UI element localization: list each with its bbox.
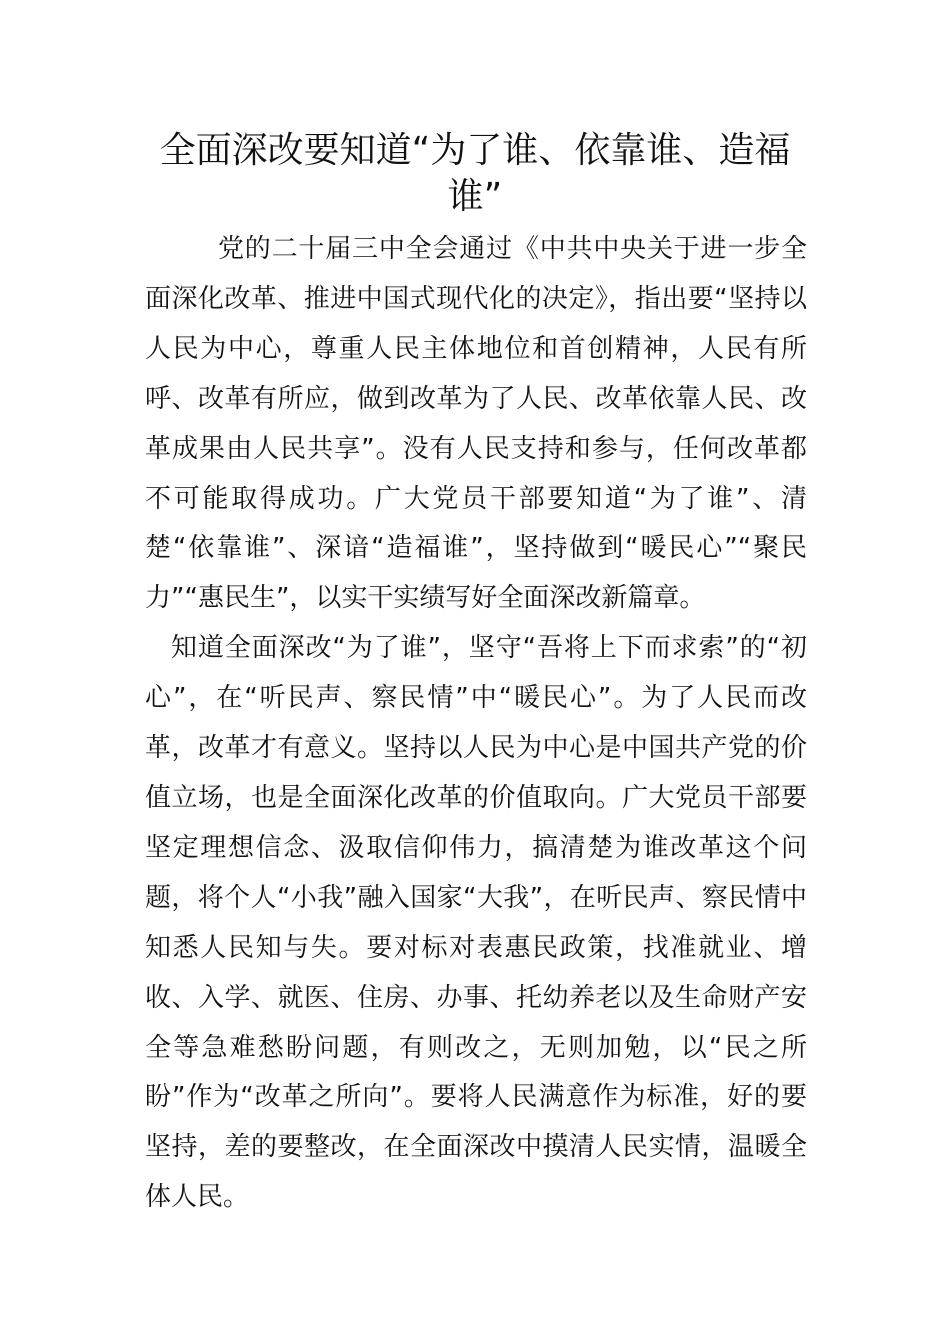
paragraph-2: 知道全面深改“为了谁”，坚守“吾将上下而求索”的“初心”，在“听民声、察民情”中“暖民心”。为了人民而改革，改革才有意义。坚持以人民为中心是中国共产党的价值立场，也是全面深化改革的价值取向。广大党员干部要坚定理想信念、汲取信仰伟力，搞清楚为谁改革这个问题，将个人“小我”融入国家“大我”，在听民声、察民情中知悉人民知与失。要对标对表惠民政策，找准就业、增收、入学、就医、住房、办事、托幼养老以及生命财产安全等急难愁盼问题，有则改之，无则加勉，以“民之所盼”作为“改革之所向”。要将人民满意作为标准，好的要坚持，差的要整改，在全面深改中摸清人民实情，温暖全体人民。	[145, 633, 807, 1213]
paragraph-1: 党的二十届三中全会通过《中共中央关于进一步全面深化改革、推进中国式现代化的决定》，指出要“坚持以人民为中心，尊重人民主体地位和首创精神，人民有所呼、改革有所应，做到改革为了人民、改革依靠人民、改革成果由人民共享”。没有人民支持和参与，任何改革都不可能取得成功。广大党员干部要知道“为了谁”、清楚“依靠谁”、深谙“造福谁”，坚持做到“暖民心”“聚民力”“惠民生”，以实干实绩写好全面深改新篇章。	[145, 234, 807, 614]
document-title: 全面深改要知道“为了谁、依靠谁、造福谁”	[159, 130, 791, 217]
document-body	[145, 225, 807, 1223]
